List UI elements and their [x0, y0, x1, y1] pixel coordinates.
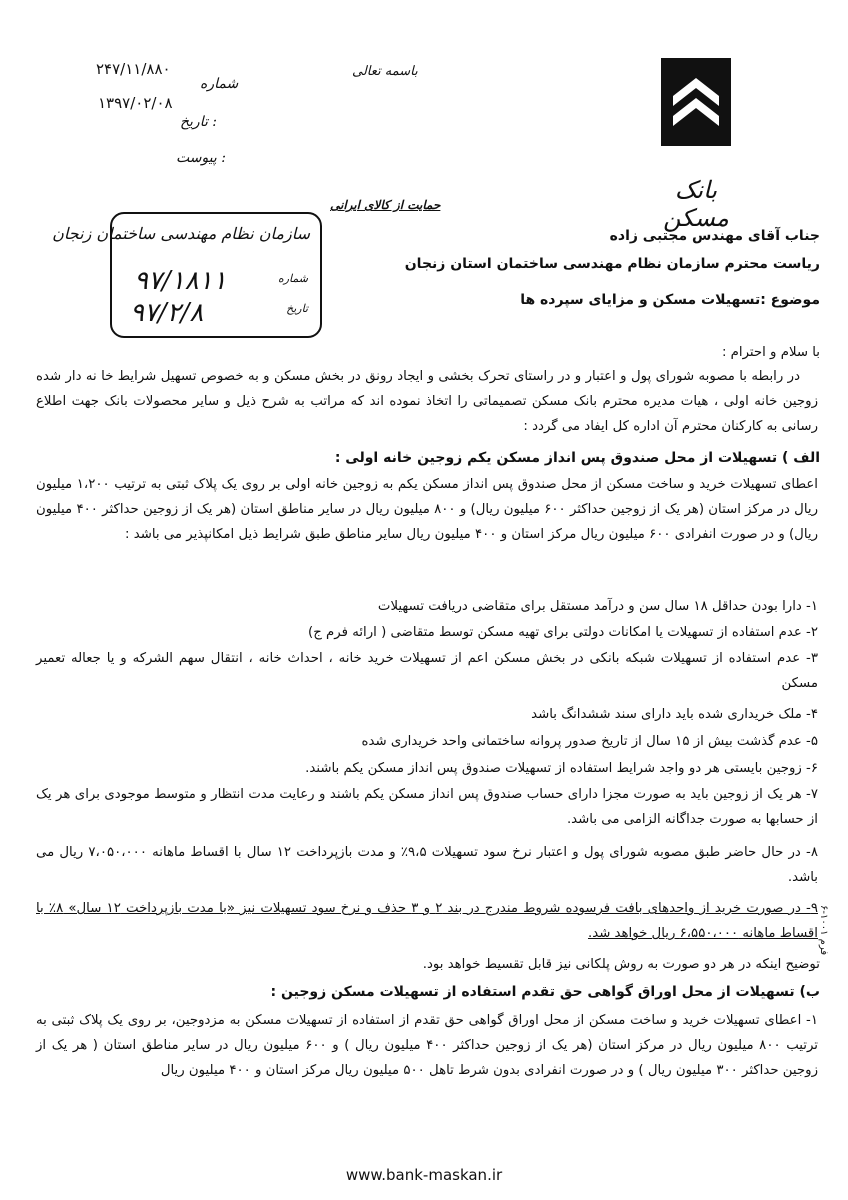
letter-subject: موضوع :تسهیلات مسکن و مزایای سپرده ها [520, 292, 820, 308]
letter-number-label: شماره [200, 76, 239, 92]
stamp-number-label: شماره [277, 272, 308, 285]
stamp-date-label: تاریخ [286, 302, 308, 315]
stamp-date: ۹۷/۲/۸ [130, 298, 204, 328]
letter-date: ۱۳۹۷/۰۲/۰۸ [98, 94, 173, 112]
item-2: ۲- عدم استفاده از تسهیلات یا امکانات دولتی برای تهیه مسکن توسط متقاضی ( ارائه فرم ج) [308, 625, 818, 640]
item-8: ۸- در حال حاضر طبق مصوبه شورای پول و اعتبار نرخ سود تسهیلات ۹،۵٪ و مدت بازپرداخت ۱۲ سال با اقساط ماهانه ۷،۰۵۰،۰۰۰ ریال می باشد. [36, 845, 818, 885]
received-stamp [52, 212, 322, 338]
section-a-paragraph: اعطای تسهیلات خرید و ساخت مسکن از محل صندوق پس انداز مسکن یکم به زوجین خانه اولی بر روی یک پلاک ثبتی به ترتیب ۱،۲۰۰ میلیون ریال در مرکز استان (هر یک از زوجین حداکثر ۶۰۰ میلیون ریال) و ۸۰۰ میلیون ریال در سایر مناطق استان (هر یک از زوجین حداکثر ۴۰۰ میلیون ریال) و در صورت انفرادی ۶۰۰ میلیون ریال مرکز استان و ۴۰۰ میلیون ریال سایر مناطق طبق شرایط ذیل امکانپذیر می باشد : [36, 477, 819, 542]
intro-paragraph: در رابطه با مصوبه شورای پول و اعتبار و در راستای تحرک بخشی و ایجاد رونق در بخش مسکن و به خصوص تسهیل شرایط خا نه دار شده زوجین خانه اولی ، هیات مدیره محترم بانک مسکن تصمیماتی را اتخاذ نموده اند که مراتب به شرح ذیل و سایر محصولات بانک جهت اطلاع رسانی به کارکنان محترم آن اداره کل ایفاد می گردد : [36, 369, 818, 434]
letter-date-label: تاریخ : [180, 114, 218, 130]
form-code: فرم ۱۰۰۱-۶ [818, 905, 829, 956]
attachment-label: پیوست : [176, 150, 227, 166]
footer-website: www.bank-maskan.ir [345, 1166, 503, 1184]
support-slogan: حمایت از کالای ایرانی [330, 198, 441, 212]
section-b-paragraph: ۱- اعطای تسهیلات خرید و ساخت مسکن از محل اوراق گواهی حق تقدم از استفاده از تسهیلات مسکن به مزدوجین، بر روی یک پلاک ثبتی به ترتیب ۸۰۰ میلیون ریال در مرکز استان (هر یک از زوجین حداکثر ۴۰۰ میلیون ریال ) و ۶۰۰ میلیون ریال در سایر مناطق استان ( هر یک از زوجین حداکثر ۳۰۰ میلیون ریال ) و در صورت انفرادی بدون شرط تاهل ۵۰۰ میلیون ریال مرکز استان و ۴۰۰ میلیون ریال [36, 1013, 818, 1078]
addressee-name: جناب آقای مهندس مجتبی زاده [609, 228, 820, 244]
bank-logo-text: بانک مسکن [663, 176, 729, 232]
addressee-title: ریاست محترم سازمان نظام مهندسی ساختمان استان زنجان [404, 256, 820, 272]
stamp-org: سازمان نظام مهندسی ساختمان زنجان [52, 224, 310, 243]
section-b-title: ب) تسهیلات از محل اوراق گواهی حق تقدم استفاده از تسهیلات مسکن زوجین : [270, 984, 820, 1000]
item-1: ۱- دارا بودن حداقل ۱۸ سال سن و درآمد مستقل برای متقاضی دریافت تسهیلات [377, 599, 818, 614]
item-4: ۴- ملک خریداری شده باید دارای سند ششدانگ باشد [531, 707, 818, 722]
item-6: ۶- زوجین بایستی هر دو واجد شرایط استفاده از تسهیلات صندوق پس انداز مسکن یکم باشند. [305, 761, 818, 776]
basmeh-heading: باسمه تعالی [352, 64, 418, 79]
item-9: ۹- در صورت خرید از واحدهای بافت فرسوده شروط مندرج در بند ۲ و ۳ حذف و نرخ سود تسهیلات نیز «با مدت بازپرداخت ۱۲ سال» ۸٪ با اقساط ماهانه ۶،۵۵۰،۰۰۰ ریال خواهد شد. [36, 901, 818, 941]
stamp-number: ۹۷/۱۸۱۱ [134, 266, 227, 296]
item-5: ۵- عدم گذشت بیش از ۱۵ سال از تاریخ صدور پروانه ساختمانی واحد خریداری شده [361, 734, 818, 749]
section-a-title: الف ) تسهیلات از محل صندوق پس انداز مسکن یکم زوجین خانه اولی : [334, 450, 820, 466]
bank-logo-mark [661, 58, 731, 146]
note: توضیح اینکه در هر دو صورت به روش پلکانی نیز قابل تقسیط خواهد بود. [422, 957, 820, 972]
greeting: با سلام و احترام : [721, 345, 820, 360]
item-7: ۷- هر یک از زوجین باید به صورت مجزا دارای حساب صندوق پس انداز مسکن یکم باشند و رعایت مدت انتظار و متوسط موجودی برای هر یک از حسابها به صورت جداگانه الزامی می باشد. [36, 787, 818, 827]
letter-number: ۲۴۷/۱۱/۸۸۰ [96, 60, 171, 78]
item-3: ۳- عدم استفاده از تسهیلات شبکه بانکی در بخش مسکن اعم از تسهیلات خرید خانه ، احداث خانه ، انتقال سهم الشرکه و یا جعاله تعمیر مسکن [36, 651, 818, 691]
